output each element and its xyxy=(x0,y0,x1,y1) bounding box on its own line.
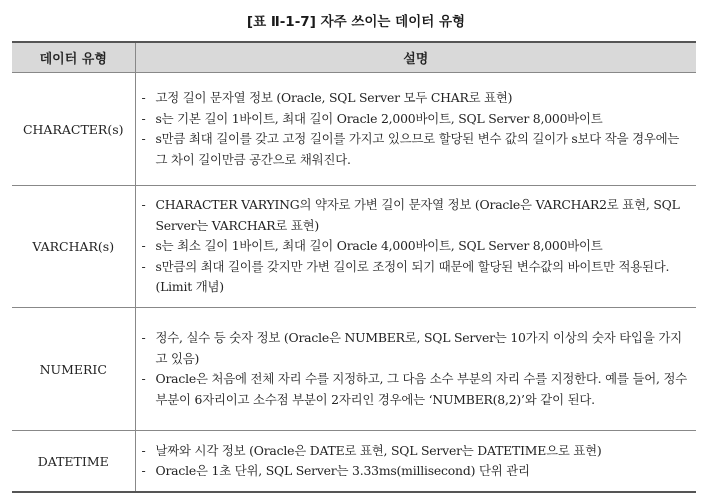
description-cell xyxy=(135,73,696,186)
data-type-table xyxy=(12,41,696,493)
table-row-character xyxy=(12,73,696,186)
description-item: - Oracle은 처음에 전체 자리 수를 지정하고, 그 다음 소수 부분의 자리 수를 지정한다. 예를 들어, 정수 부분이 6자리이고 소수점 부분이 2자리인 경우에는 ‘NUMBER(8,2)’와 같이 된다. xyxy=(141,371,687,407)
description-list xyxy=(142,88,691,170)
description-item: - s만큼 최대 길이를 갖고 고정 길이를 가지고 있으므로 할당된 변수 값의 길이가 s보다 작을 경우에는 그 차이 길이만큼 공간으로 채워진다. xyxy=(141,131,680,167)
type-cell: NUMERIC xyxy=(12,308,135,431)
description-item: - s는 최소 길이 1바이트, 최대 길이 Oracle 4,000바이트, SQL Server 8,000바이트 xyxy=(141,238,603,254)
description-item: - s만큼의 최대 길이를 갖지만 가변 길이로 조정이 되기 때문에 할당된 변수값의 바이트만 적용된다. (Limit 개념) xyxy=(141,258,670,295)
description-list xyxy=(142,195,691,298)
description-cell xyxy=(135,186,696,308)
type-cell: DATETIME xyxy=(12,431,135,493)
description-list xyxy=(142,328,691,410)
type-cell: CHARACTER(s) xyxy=(12,73,135,186)
description-item: - 고정 길이 문자열 정보 (Oracle, SQL Server 모두 CHAR로 표현) xyxy=(141,90,513,105)
table-row-datetime xyxy=(12,431,696,493)
description-item: - CHARACTER VARYING의 약자로 가변 길이 문자열 정보 (Oracle은 VARCHAR2로 표현, SQL Server는 VARCHAR로 표현) xyxy=(141,197,680,233)
header-row xyxy=(12,42,696,73)
description-item: - Oracle은 1초 단위, SQL Server는 3.33ms(millisecond) 단위 관리 xyxy=(141,463,530,478)
type-cell: VARCHAR(s) xyxy=(12,186,135,308)
table-row-varchar xyxy=(12,186,696,308)
description-cell xyxy=(135,308,696,431)
description-item: - s는 기본 길이 1바이트, 최대 길이 Oracle 2,000바이트, SQL Server 8,000바이트 xyxy=(141,110,603,126)
description-item: - 날짜와 시각 정보 (Oracle은 DATE로 표현, SQL Server는 DATETIME으로 표현) xyxy=(141,442,602,458)
table-row-numeric xyxy=(12,308,696,431)
header-data-type: 데이터 유형 xyxy=(12,42,135,73)
table-caption: [표 Ⅱ-1-7] 자주 쓰이는 데이터 유형 xyxy=(246,14,466,30)
description-list xyxy=(142,441,691,482)
header-description: 설명 xyxy=(135,42,696,73)
description-item: - 정수, 실수 등 숫자 정보 (Oracle은 NUMBER로, SQL Server는 10가지 이상의 숫자 타입을 가지고 있음) xyxy=(141,330,682,366)
description-cell xyxy=(135,431,696,493)
